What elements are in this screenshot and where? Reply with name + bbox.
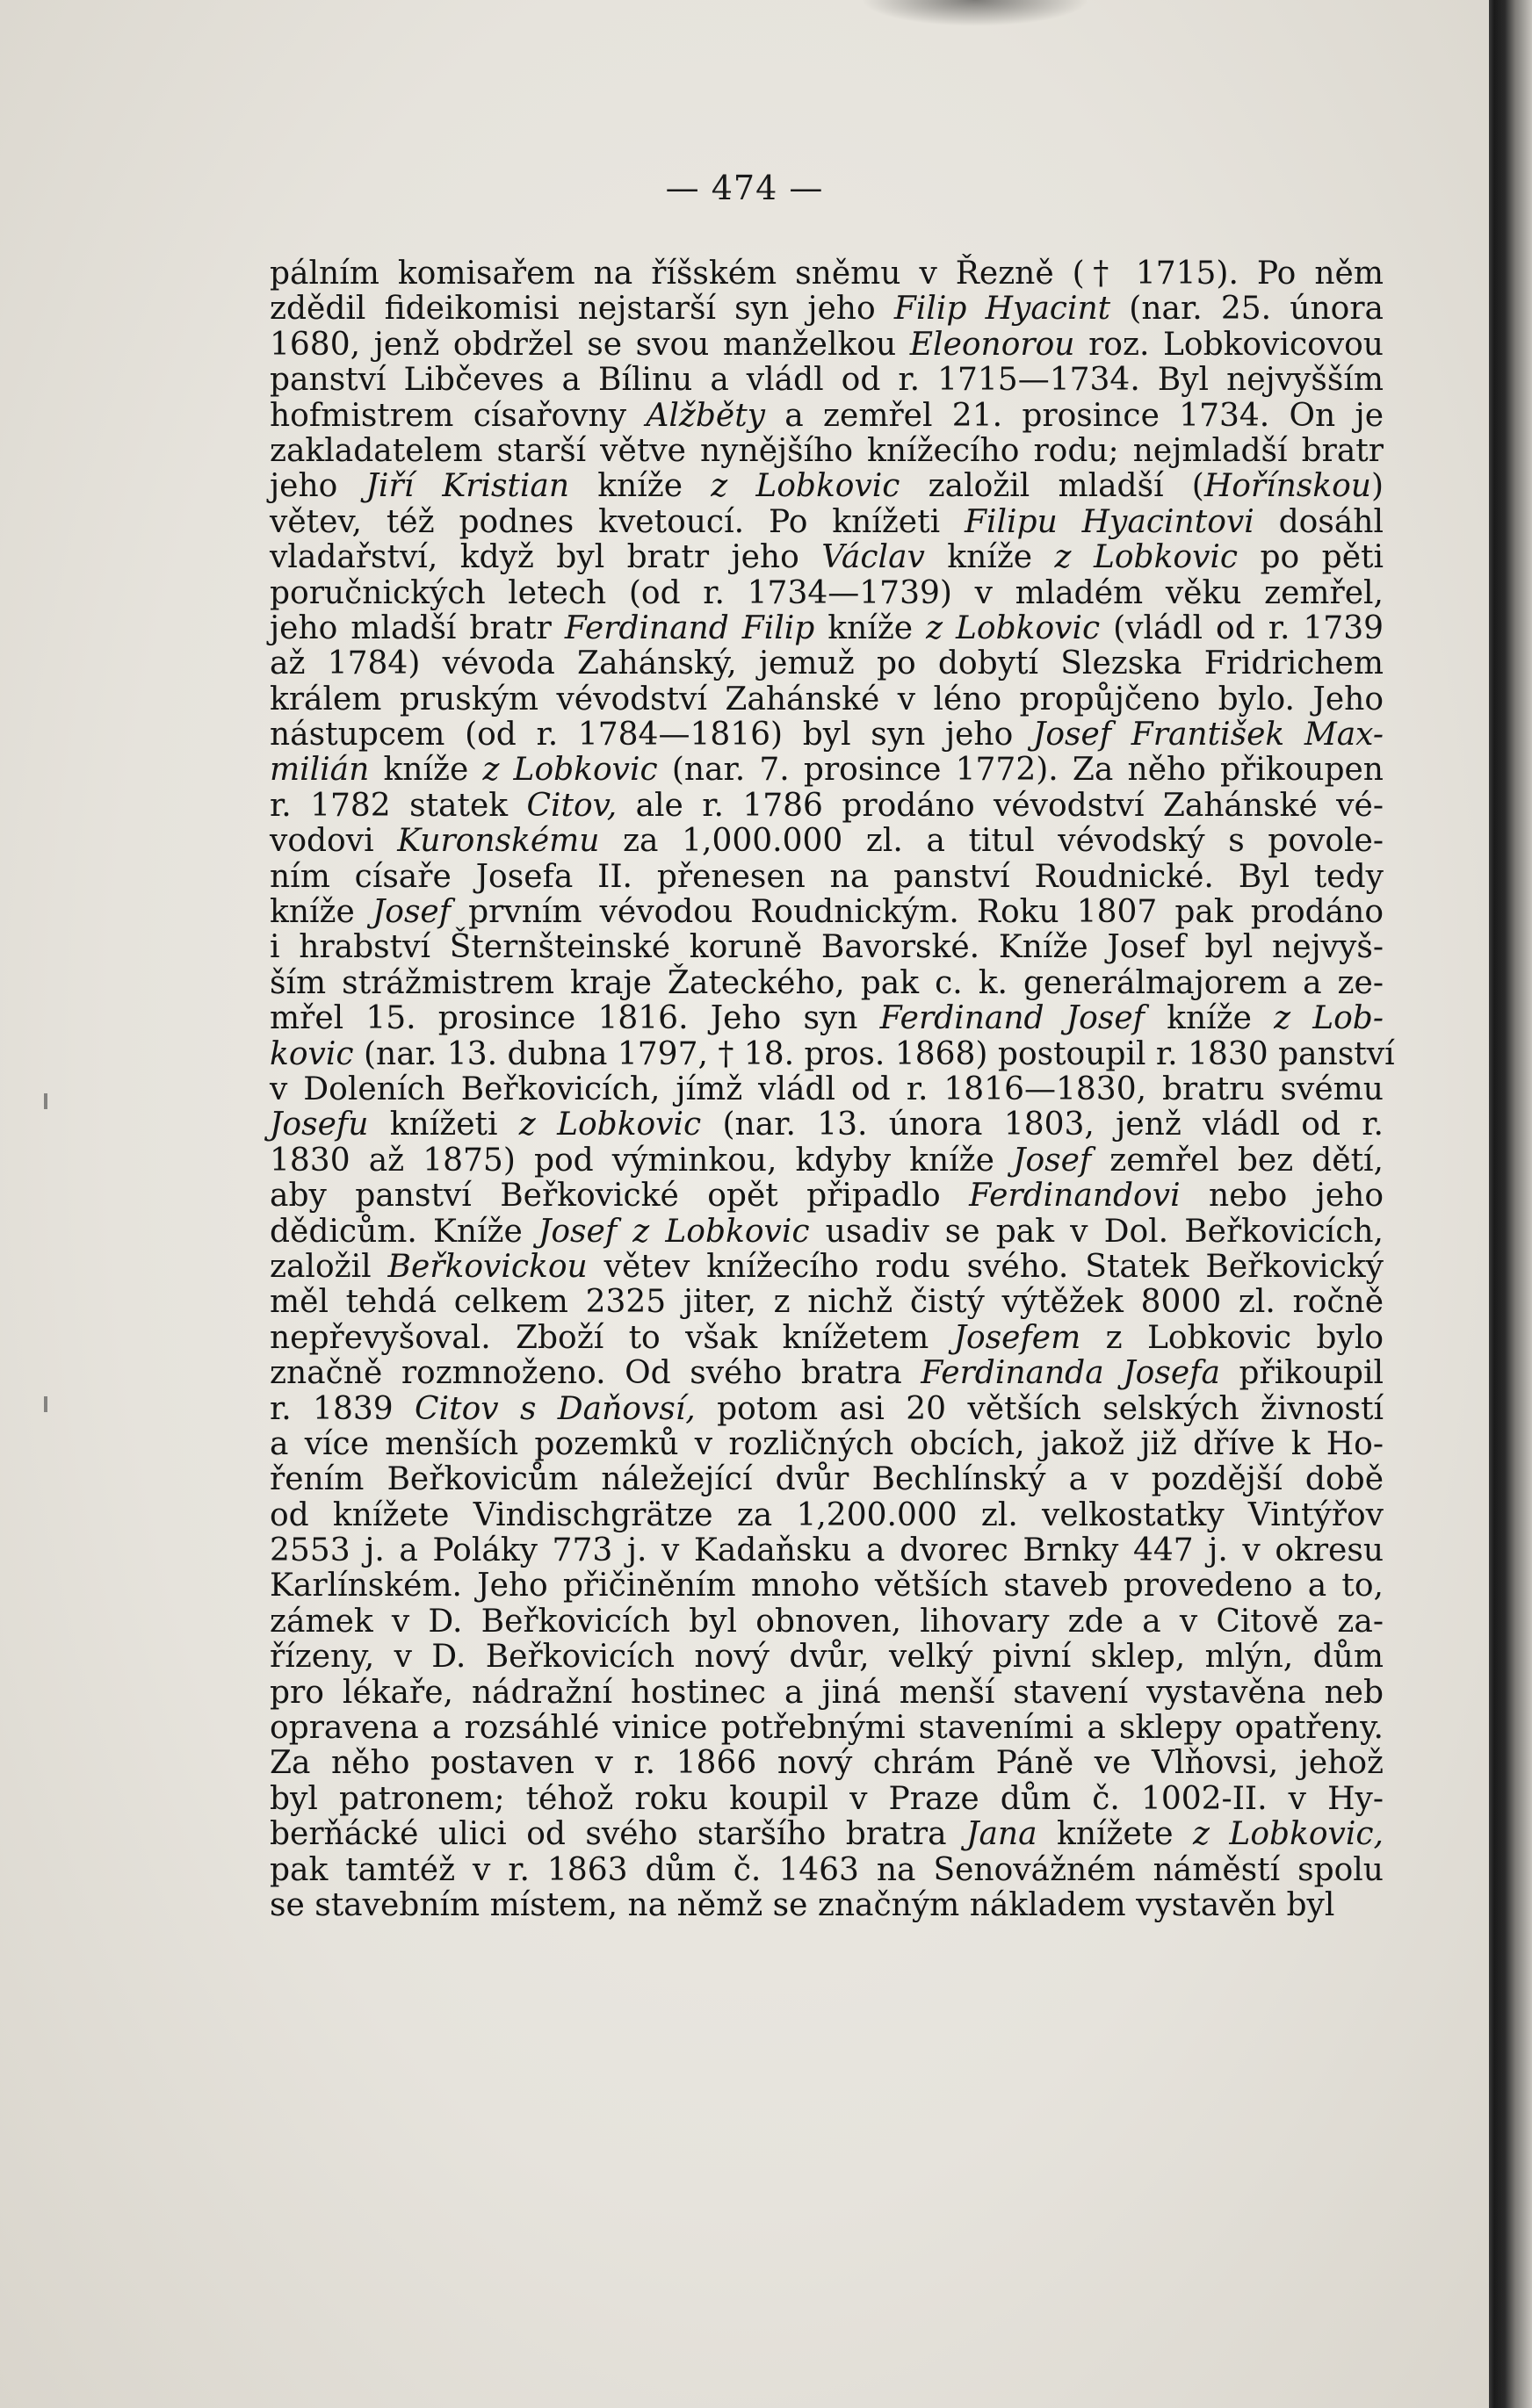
text-segment: dědicům. Kníže [270, 1213, 538, 1250]
text-line [270, 824, 1384, 859]
text-segment: dosáhl [1254, 503, 1384, 540]
text-segment: knížete [1037, 1816, 1194, 1853]
text-line [270, 966, 1384, 1001]
text-line [270, 363, 1384, 398]
italic-text: z Lob- [1274, 1000, 1384, 1037]
italic-text: Citov, [526, 787, 618, 824]
body-text [270, 256, 1395, 1923]
book-spine-shadow [1489, 0, 1532, 2408]
text-segment: pak tamtéž v r. 1863 dům č. 1463 na Senovážném náměstí spolu [270, 1851, 1384, 1888]
text-line [270, 1179, 1384, 1214]
italic-text: Josef z Lobkovic [538, 1213, 810, 1250]
italic-text: Václav [821, 539, 925, 576]
text-line [270, 895, 1384, 930]
text-line [270, 1782, 1384, 1817]
text-segment: a zemřel 21. prosince 1734. On je [765, 397, 1384, 434]
text-line [270, 930, 1384, 965]
italic-text: Eleonorou [909, 326, 1075, 363]
text-segment: větev knížecího rodu svého. Statek Beřkovický [587, 1248, 1384, 1285]
italic-text: z Lobkovic [1054, 539, 1239, 576]
text-line [270, 682, 1384, 717]
text-segment: zakladatelem starší větve nynějšího knížecího rodu; nejmladší bratr [270, 432, 1384, 469]
text-segment: za 1,000.000 zl. a titul vévodský s povole- [599, 823, 1384, 860]
italic-text: z Lobkovic, [1193, 1816, 1384, 1853]
text-line [270, 1072, 1384, 1107]
text-segment: kníže [569, 468, 712, 505]
text-line [270, 1427, 1384, 1462]
text-segment: (nar. 13. února 1803, jenž vládl od r. [701, 1107, 1384, 1143]
text-line [270, 646, 1384, 681]
text-line [270, 1711, 1384, 1746]
italic-text: Jana [966, 1816, 1037, 1853]
text-line [270, 328, 1384, 363]
text-line [270, 1604, 1384, 1640]
text-segment: nepřevyšoval. Zboží to však knížetem [270, 1319, 954, 1356]
text-line [270, 434, 1384, 469]
italic-text: Ferdinand Filip [564, 609, 815, 646]
italic-text: Josef [372, 894, 452, 931]
italic-text: z Lobkovic [518, 1107, 702, 1143]
text-segment: až 1784) vévoda Zahánský, jemuž po dobytí Slezska Fridrichem [270, 645, 1384, 682]
scan-smudge [861, 0, 1089, 26]
text-segment: od knížete Vindischgrätze za 1,200.000 zl. velkostatky Vintýřov [270, 1496, 1384, 1533]
text-line [270, 469, 1384, 504]
text-segment: kníže [270, 894, 372, 931]
text-segment: (nar. 25. února [1110, 291, 1384, 328]
italic-text: Ferdinandovi [969, 1178, 1181, 1215]
text-segment: opravena a rozsáhlé vinice potřebnými staveními a sklepy opatřeny. [270, 1710, 1384, 1747]
italic-text: Josefem [953, 1319, 1081, 1356]
text-segment: měl tehdá celkem 2325 jiter, z nichž čistý výtěžek 8000 zl. ročně [270, 1284, 1384, 1321]
text-segment: vladařství, když byl bratr jeho [270, 539, 822, 576]
italic-text: z Lobkovic [926, 609, 1101, 646]
text-segment: r. 1782 statek [270, 787, 527, 824]
text-line [270, 611, 1384, 646]
text-segment: Za něho postaven v r. 1866 nový chrám Páně ve Vlňovsi, jehož [270, 1745, 1384, 1782]
text-segment: kníže [924, 539, 1055, 576]
italic-text: milián [270, 752, 370, 789]
text-segment: po pěti [1238, 539, 1384, 576]
text-segment: Karlínském. Jeho přičiněním mnoho větších staveb provedeno a to, [270, 1568, 1384, 1604]
margin-mark [44, 1396, 47, 1412]
text-line [270, 1888, 1384, 1923]
text-segment: jeho [270, 468, 366, 505]
italic-text: Beřkovickou [387, 1248, 588, 1285]
text-segment: 1830 až 1875) pod výminkou, kdyby kníže [270, 1142, 1014, 1179]
text-segment: přikoupil [1219, 1355, 1384, 1392]
text-segment: pálním komisařem na říšském sněmu v Řezně († 1715). Po něm [270, 256, 1384, 292]
text-segment: zámek v D. Beřkovicích byl obnoven, lihovary zde a v Citově za- [270, 1603, 1384, 1640]
text-segment: ale r. 1786 prodáno vévodství Zahánské vé- [617, 787, 1384, 824]
italic-text: Josef [1013, 1142, 1092, 1179]
text-segment: pro lékaře, nádražní hostinec a jiná menší stavení vystavěna neb [270, 1674, 1384, 1711]
text-line [270, 1817, 1384, 1852]
text-segment: byl patronem; téhož roku koupil v Praze dům č. 1002-II. v Hy- [270, 1780, 1384, 1817]
text-line [270, 1215, 1384, 1250]
italic-text: z Lobkovic [482, 752, 658, 789]
text-segment: (nar. 13. dubna 1797, † 18. pros. 1868) postoupil r. 1830 panství [353, 1035, 1395, 1072]
text-segment: kníže [814, 609, 927, 646]
italic-text: Ferdinand Josef [879, 1000, 1145, 1037]
text-segment: knížeti [368, 1107, 519, 1143]
text-line [270, 1462, 1384, 1497]
text-segment: a více menších pozemků v rozličných obcích, jakož již dříve k Ho- [270, 1425, 1384, 1462]
text-segment: z Lobkovic bylo [1080, 1319, 1384, 1356]
text-line [270, 1035, 1395, 1072]
text-segment: v Doleních Beřkovicích, jímž vládl od r. 1816—1830, bratru svému [270, 1071, 1384, 1107]
text-segment: kníže [369, 752, 483, 789]
text-segment: mřel 15. prosince 1816. Jeho syn [270, 1000, 880, 1037]
text-line [270, 1143, 1384, 1179]
text-segment: usadiv se pak v Dol. Beřkovicích, [809, 1213, 1384, 1250]
text-segment: prvním vévodou Roudnickým. Roku 1807 pak prodáno [451, 894, 1384, 931]
italic-text: Citov s Daňovsí, [415, 1390, 696, 1427]
text-line [270, 1853, 1384, 1888]
text-line [270, 1107, 1384, 1143]
text-segment: (vládl od r. 1739 [1100, 609, 1384, 646]
text-segment: ) [1370, 468, 1384, 505]
text-segment: ším strážmistrem kraje Žateckého, pak c. k. generálmajorem a ze- [270, 964, 1384, 1001]
text-segment: 1680, jenž obdržel se svou manželkou [270, 326, 910, 363]
text-line [270, 1001, 1384, 1036]
text-segment: jeho mladší bratr [270, 609, 565, 646]
text-line [270, 1285, 1384, 1320]
text-segment: roz. Lobkovicovou [1074, 326, 1384, 363]
text-line [270, 1533, 1384, 1568]
text-line [270, 1568, 1384, 1604]
text-segment: řízeny, v D. Beřkovicích nový dvůr, velký pivní sklep, mlýn, dům [270, 1639, 1384, 1676]
text-line [270, 1746, 1384, 1781]
text-segment: zemřel bez dětí, [1091, 1142, 1384, 1179]
text-segment: založil mladší ( [900, 468, 1204, 505]
italic-text: Josef František Max- [1032, 717, 1384, 753]
text-line [270, 1321, 1384, 1356]
text-segment: založil [270, 1248, 388, 1285]
text-segment: ním císaře Josefa II. přenesen na panství Roudnické. Byl tedy [270, 858, 1384, 895]
text-segment: se stavebním místem, na němž se značným nákladem vystavěn byl [270, 1886, 1335, 1923]
text-segment: aby panství Beřkovické opět připadlo [270, 1178, 970, 1215]
text-segment: i hrabství Šternšteinské koruně Bavorské. Kníže Josef byl nejvyš- [270, 929, 1384, 966]
italic-text: Kuronskému [397, 823, 600, 860]
text-segment: nebo jeho [1180, 1178, 1384, 1215]
text-line [270, 256, 1384, 292]
text-segment: berňácké ulici od svého staršího bratra [270, 1816, 967, 1853]
text-line [270, 505, 1384, 540]
text-segment: r. 1839 [270, 1390, 416, 1427]
text-segment: značně rozmnoženo. Od svého bratra [270, 1355, 921, 1392]
text-segment: potom asi 20 větších selských živností [695, 1390, 1384, 1427]
text-segment: králem pruským vévodství Zahánské v léno propůjčeno bylo. Jeho [270, 681, 1384, 717]
italic-text: Josefu [270, 1107, 369, 1143]
italic-text: Filip Hyacint [893, 291, 1111, 328]
text-segment: nástupcem (od r. 1784—1816) byl syn jeho [270, 717, 1033, 753]
text-line [270, 789, 1384, 824]
text-line [270, 540, 1384, 575]
text-segment: větev, též podnes kvetoucí. Po knížeti [270, 503, 965, 540]
text-segment: poručnických letech (od r. 1734—1739) v mladém věku zemřel, [270, 574, 1384, 611]
text-line [270, 576, 1384, 611]
margin-mark [44, 1093, 47, 1109]
text-segment: 2553 j. a Poláky 773 j. v Kadaňsku a dvorec Brnky 447 j. v okresu [270, 1532, 1384, 1569]
text-line [270, 1498, 1384, 1533]
italic-text: Ferdinanda Josefa [921, 1355, 1220, 1392]
italic-text: Filipu Hyacintovi [965, 503, 1254, 540]
text-line [270, 717, 1384, 753]
text-line [270, 860, 1384, 895]
text-line [270, 1392, 1384, 1427]
text-segment: kníže [1144, 1000, 1275, 1037]
text-line [270, 399, 1384, 434]
text-segment: panství Libčeves a Bílinu a vládl od r. 1715—1734. Byl nejvyšším [270, 362, 1384, 399]
text-line [270, 1640, 1384, 1675]
italic-text: Jiří Kristian [365, 468, 570, 505]
text-line [270, 1250, 1384, 1285]
italic-text: Hořínskou [1203, 468, 1371, 505]
text-segment: zdědil fideikomisi nejstarší syn jeho [270, 291, 894, 328]
text-segment: (nar. 7. prosince 1772). Za něho přikoupen [657, 752, 1384, 789]
text-line [270, 753, 1384, 788]
text-segment: vodovi [270, 823, 398, 860]
text-segment: hofmistrem císařovny [270, 397, 647, 434]
text-line [270, 1676, 1384, 1711]
italic-text: kovic [270, 1035, 354, 1072]
italic-text: z Lobkovic [711, 468, 900, 505]
text-line [270, 292, 1384, 327]
text-line [270, 1356, 1384, 1391]
italic-text: Alžběty [646, 397, 766, 434]
page-number: — 474 — [665, 169, 824, 207]
text-segment: řením Beřkovicům náležející dvůr Bechlínský a v pozdější době [270, 1461, 1384, 1498]
